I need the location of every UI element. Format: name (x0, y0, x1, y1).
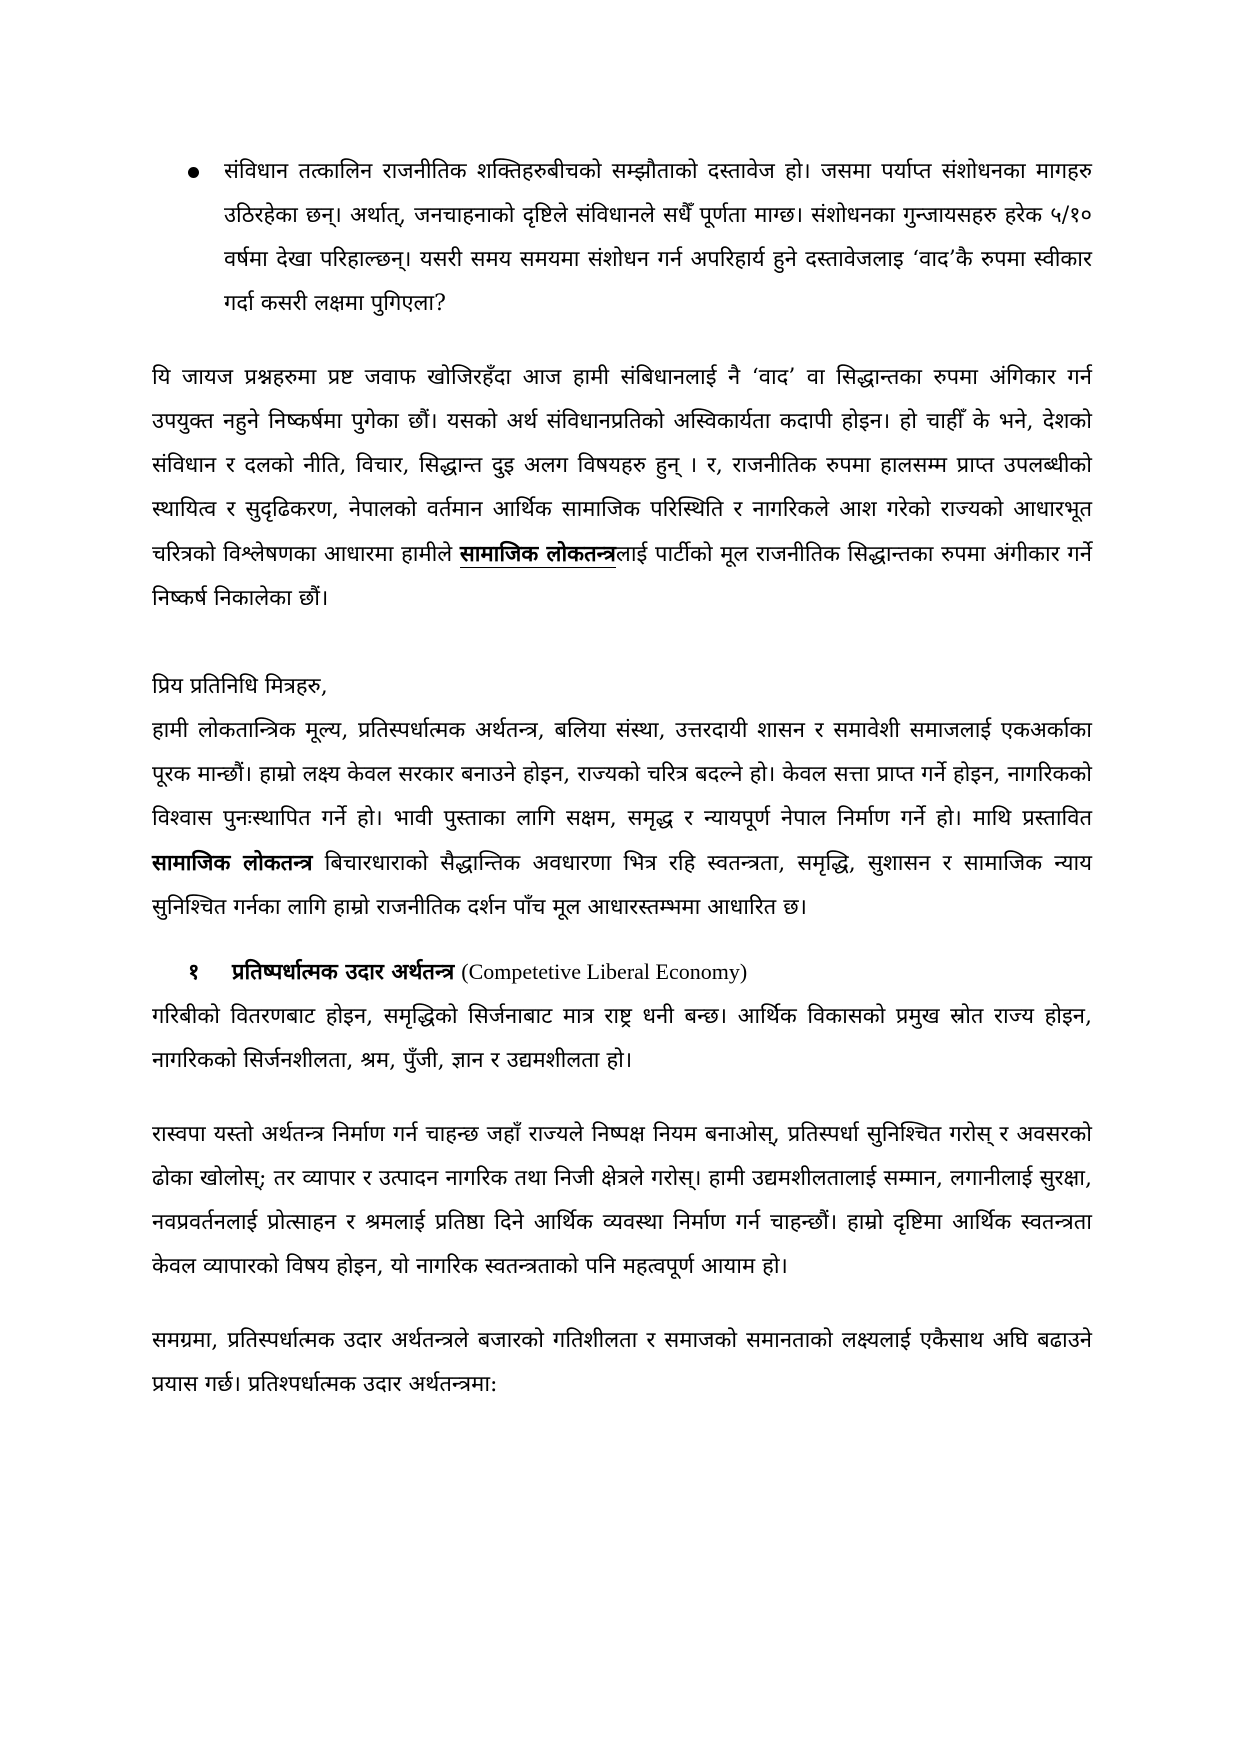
paragraph-1-emphasis: सामाजिक लोकतन्त्र (459, 541, 616, 567)
document-page (152, 150, 1092, 1407)
section-title-english: (Competetive Liberal Economy) (461, 959, 748, 984)
paragraph-2-text-after: बिचारधाराको सैद्धान्तिक अवधारणा भित्र रहि स्वतन्त्रता, समृद्धि, सुशासन र सामाजिक न्याय सुनिश्चित गर्नका लागि हाम्रो राजनीतिक दर्शन पाँच मूल आधारस्तम्भमा आधारित छ। (152, 851, 1092, 920)
bullet-item (152, 150, 1092, 326)
section-number: १ (188, 959, 200, 985)
paragraph-1-text-after: लाई पार्टीको मूल राजनीतिक सिद्धान्तका रुपमा अंगीकार गर्ने निष्कर्ष निकालेका छौं। (152, 542, 1092, 611)
section-heading (152, 950, 1092, 995)
paragraph-3: गरिबीको वितरणबाट होइन, समृद्धिको सिर्जनाबाट मात्र राष्ट्र धनी बन्छ। आर्थिक विकासको प्रमुख स्रोत राज्य होइन, नागरिकको सिर्जनशीलता, श्रम, पुँजी, ज्ञान र उद्यमशीलता हो। (152, 1004, 1092, 1073)
paragraph-2-emphasis: सामाजिक लोकतन्त्र (152, 850, 313, 876)
section-title: प्रतिष्पर्धात्मक उदार अर्थतन्त्र (232, 959, 455, 985)
paragraph-2 (152, 709, 1092, 930)
paragraph-4: रास्वपा यस्तो अर्थतन्त्र निर्माण गर्न चाहन्छ जहाँ राज्यले निष्पक्ष नियम बनाओस्, प्रतिस्पर्धा सुनिश्चित गरोस् र अवसरको ढोका खोलोस्; तर व्यापार र उत्पादन नागरिक तथा निजी क्षेत्रले गरोस्। हामी उद्यमशीलतालाई सम्मान, लगानीलाई सुरक्षा, नवप्रवर्तनलाई प्रोत्साहन र श्रमलाई प्रतिष्ठा दिने आर्थिक व्यवस्था निर्माण गर्न चाहन्छौं। हाम्रो दृष्टिमा आर्थिक स्वतन्त्रता केवल व्यापारको विषय होइन, यो नागरिक स्वतन्त्रताको पनि महत्वपूर्ण आयाम हो। (152, 1122, 1092, 1279)
salutation: प्रिय प्रतिनिधि मित्रहरु, (152, 674, 328, 699)
paragraph-1-text-before: यि जायज प्रश्नहरुमा प्रष्ट जवाफ खोजिरहँदा आज हामी संबिधानलाई नै ‘वाद’ वा सिद्धान्तका रुपमा अंगिकार गर्न उपयुक्त नहुने निष्कर्षमा पुगेका छौं। यसको अर्थ संविधानप्रतिको अस्विकार्यता कदापी होइन। हो चाहीँ के भने, देशको संविधान र दलको नीति, विचार, सिद्धान्त दुइ अलग विषयहरु हुन् । र, राजनीतिक रुपमा हालसम्म प्राप्त उपलब्धीको स्थायित्व र सुदृढिकरण, नेपालको वर्तमान आर्थिक सामाजिक परिस्थिति र नागरिकले आश गरेको राज्यको आधारभूत चरित्रको विश्लेषणका आधारमा हामीले (152, 365, 1092, 567)
paragraph-5: समग्रमा, प्रतिस्पर्धात्मक उदार अर्थतन्त्रले बजारको गतिशीलता र समाजको समानताको लक्ष्यलाई एकैसाथ अघि बढाउने प्रयास गर्छ। प्रतिश्पर्धात्मक उदार अर्थतन्त्रमा: (152, 1328, 1092, 1397)
paragraph-2-text-before: हामी लोकतान्त्रिक मूल्य, प्रतिस्पर्धात्मक अर्थतन्त्र, बलिया संस्था, उत्तरदायी शासन र समावेशी समाजलाई एकअर्काका पूरक मान्छौं। हाम्रो लक्ष्य केवल सरकार बनाउने होइन, राज्यको चरित्र बदल्ने हो। केवल सत्ता प्राप्त गर्ने होइन, नागरिकको विश्वास पुनःस्थापित गर्ने हो। भावी पुस्ताका लागि सक्षम, समृद्ध र न्यायपूर्ण नेपाल निर्माण गर्ने हो। माथि प्रस्तावित (152, 718, 1092, 831)
bullet-dot-icon (188, 167, 199, 178)
paragraph-1 (152, 356, 1092, 621)
bullet-text: संविधान तत्कालिन राजनीतिक शक्तिहरुबीचको सम्झौताको दस्तावेज हो। जसमा पर्याप्त संशोधनका मागहरु उठिरहेका छन्। अर्थात्, जनचाहनाको दृष्टिले संविधानले सधैँ पूर्णता माग्छ। संशोधनका गुन्जायसहरु हरेक ५/१० वर्षमा देखा परिहाल्छन्। यसरी समय समयमा संशोधन गर्न अपरिहार्य हुने दस्तावेजलाइ ‘वाद’कै रुपमा स्वीकार गर्दा कसरी लक्षमा पुगिएला? (224, 159, 1092, 316)
